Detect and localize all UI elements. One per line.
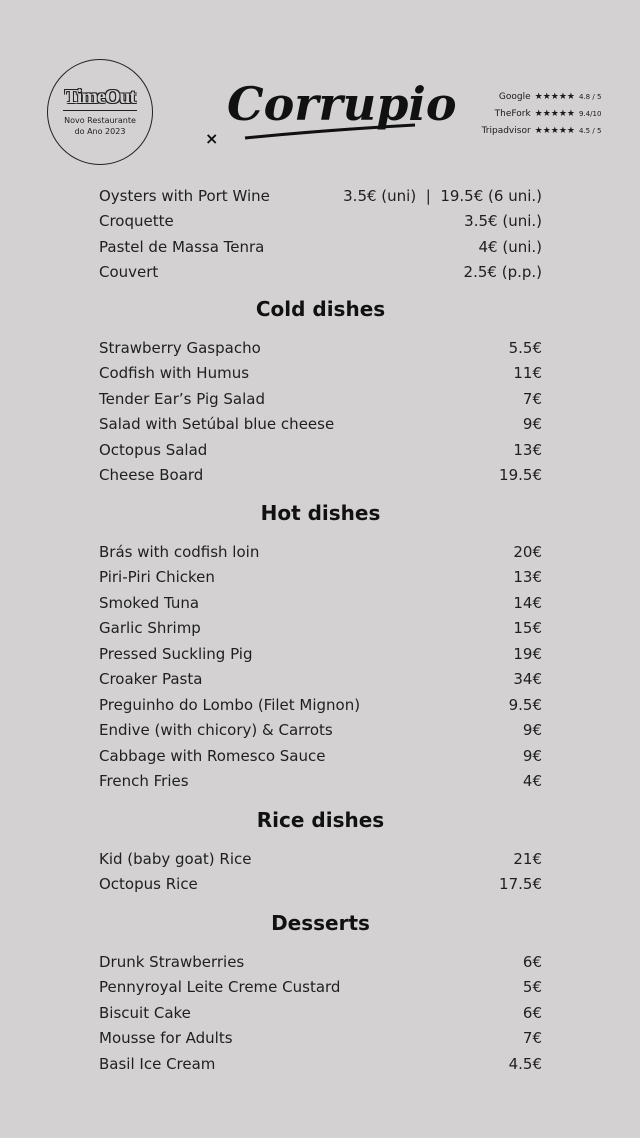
rating-tripadvisor <box>455 122 605 139</box>
svg-text:×: × <box>205 129 219 148</box>
item-name: Brás with codfish loin <box>99 542 260 561</box>
item-price: 9€ <box>522 721 542 740</box>
item-price: 7€ <box>522 389 542 408</box>
brand-logo <box>205 68 457 158</box>
menu-item <box>99 872 542 898</box>
menu-item <box>99 667 542 693</box>
desserts-section <box>99 949 542 1077</box>
ratings-panel <box>455 88 605 139</box>
item-price: 9€ <box>522 746 542 765</box>
rating-google <box>455 88 605 105</box>
item-price: 34€ <box>513 670 542 689</box>
menu-item <box>99 1026 542 1052</box>
item-name: Croaker Pasta <box>99 670 203 689</box>
item-price: 5€ <box>522 978 542 997</box>
item-price: 13€ <box>513 568 542 587</box>
brand-name: Corrupio <box>227 77 457 131</box>
menu-item <box>99 1051 542 1077</box>
item-price: 4.5€ <box>508 1054 542 1073</box>
menu-item <box>99 718 542 744</box>
item-name: Pastel de Massa Tenra <box>99 237 265 256</box>
item-name: Cabbage with Romesco Sauce <box>99 746 326 765</box>
item-price: 13€ <box>513 440 542 459</box>
item-name: Strawberry Gaspacho <box>99 338 261 357</box>
menu-item <box>99 949 542 975</box>
item-name: Tender Ear’s Pig Salad <box>99 389 265 408</box>
item-price: 2.5€ (p.p.) <box>463 263 542 282</box>
menu-item <box>99 361 542 387</box>
item-price: 14€ <box>513 593 542 612</box>
menu-item <box>99 616 542 642</box>
item-name: Octopus Rice <box>99 875 198 894</box>
item-name: Garlic Shrimp <box>99 619 201 638</box>
menu-item <box>99 539 542 565</box>
item-name: French Fries <box>99 772 189 791</box>
menu-item <box>99 769 542 795</box>
item-name: Basil Ice Cream <box>99 1054 216 1073</box>
menu-item <box>99 590 542 616</box>
cold-section <box>99 335 542 488</box>
item-name: Drunk Strawberries <box>99 952 245 971</box>
item-name: Biscuit Cake <box>99 1003 191 1022</box>
star-rating-icon: ★★★★★ <box>534 91 575 102</box>
menu-item <box>99 437 542 463</box>
item-name: Mousse for Adults <box>99 1029 233 1048</box>
item-price: 3.5€ (uni.) <box>464 212 542 231</box>
rating-name: Tripadvisor <box>481 125 531 136</box>
menu-item <box>99 692 542 718</box>
item-price: 7€ <box>522 1029 542 1048</box>
menu-item <box>99 641 542 667</box>
rating-thefork <box>455 105 605 122</box>
item-price: 3.5€ (uni) | 19.5€ (6 uni.) <box>343 186 542 205</box>
rating-score: 9.4/10 <box>579 109 602 118</box>
item-price: 19€ <box>513 644 542 663</box>
item-price: 9.5€ <box>508 695 542 714</box>
item-name: Salad with Setúbal blue cheese <box>99 415 335 434</box>
item-price: 4€ (uni.) <box>478 237 542 256</box>
item-price: 21€ <box>513 849 542 868</box>
rating-name: Google <box>498 91 531 102</box>
rating-score: 4.8 / 5 <box>579 92 602 101</box>
item-name: Pressed Suckling Pig <box>99 644 253 663</box>
section-title-desserts: Desserts <box>271 911 370 935</box>
item-price: 20€ <box>513 542 542 561</box>
item-price: 15€ <box>513 619 542 638</box>
item-name: Cheese Board <box>99 466 204 485</box>
starters-section <box>99 183 542 285</box>
item-price: 4€ <box>522 772 542 791</box>
rice-section <box>99 846 542 897</box>
award-line-2: do Ano 2023 <box>74 127 126 136</box>
item-name: Couvert <box>99 263 159 282</box>
item-price: 6€ <box>522 1003 542 1022</box>
item-price: 6€ <box>522 952 542 971</box>
item-price: 19.5€ <box>499 466 542 485</box>
menu-item <box>99 183 542 209</box>
item-price: 11€ <box>513 364 542 383</box>
menu-item <box>99 846 542 872</box>
award-line-1: Novo Restaurante <box>64 116 136 125</box>
menu-item <box>99 1000 542 1026</box>
menu-item <box>99 386 542 412</box>
rating-score: 4.5 / 5 <box>579 126 602 135</box>
section-title-cold: Cold dishes <box>255 297 386 321</box>
item-name: Piri-Piri Chicken <box>99 568 215 587</box>
item-price: 9€ <box>522 415 542 434</box>
menu-item <box>99 260 542 286</box>
menu <box>99 183 542 1077</box>
star-rating-icon: ★★★★★ <box>534 125 575 136</box>
menu-item <box>99 412 542 438</box>
item-name: Endive (with chicory) & Carrots <box>99 721 333 740</box>
item-name: Smoked Tuna <box>99 593 200 612</box>
menu-item <box>99 565 542 591</box>
section-title-hot: Hot dishes <box>260 501 381 525</box>
menu-item <box>99 234 542 260</box>
item-name: Oysters with Port Wine <box>99 186 270 205</box>
section-title-rice: Rice dishes <box>256 808 385 832</box>
menu-item <box>99 975 542 1001</box>
item-price: 5.5€ <box>508 338 542 357</box>
hot-section <box>99 539 542 794</box>
item-name: Pennyroyal Leite Creme Custard <box>99 978 341 997</box>
menu-item <box>99 743 542 769</box>
item-name: Preguinho do Lombo (Filet Mignon) <box>99 695 361 714</box>
rating-name: TheFork <box>494 108 531 119</box>
item-name: Croquette <box>99 212 174 231</box>
item-name: Octopus Salad <box>99 440 208 459</box>
item-name: Codfish with Humus <box>99 364 250 383</box>
item-name: Kid (baby goat) Rice <box>99 849 252 868</box>
star-rating-icon: ★★★★★ <box>534 108 575 119</box>
timeout-award-badge <box>47 59 153 165</box>
menu-item <box>99 463 542 489</box>
menu-item <box>99 209 542 235</box>
timeout-logo: TimeOut <box>63 86 137 111</box>
item-price: 17.5€ <box>499 875 542 894</box>
menu-item <box>99 335 542 361</box>
